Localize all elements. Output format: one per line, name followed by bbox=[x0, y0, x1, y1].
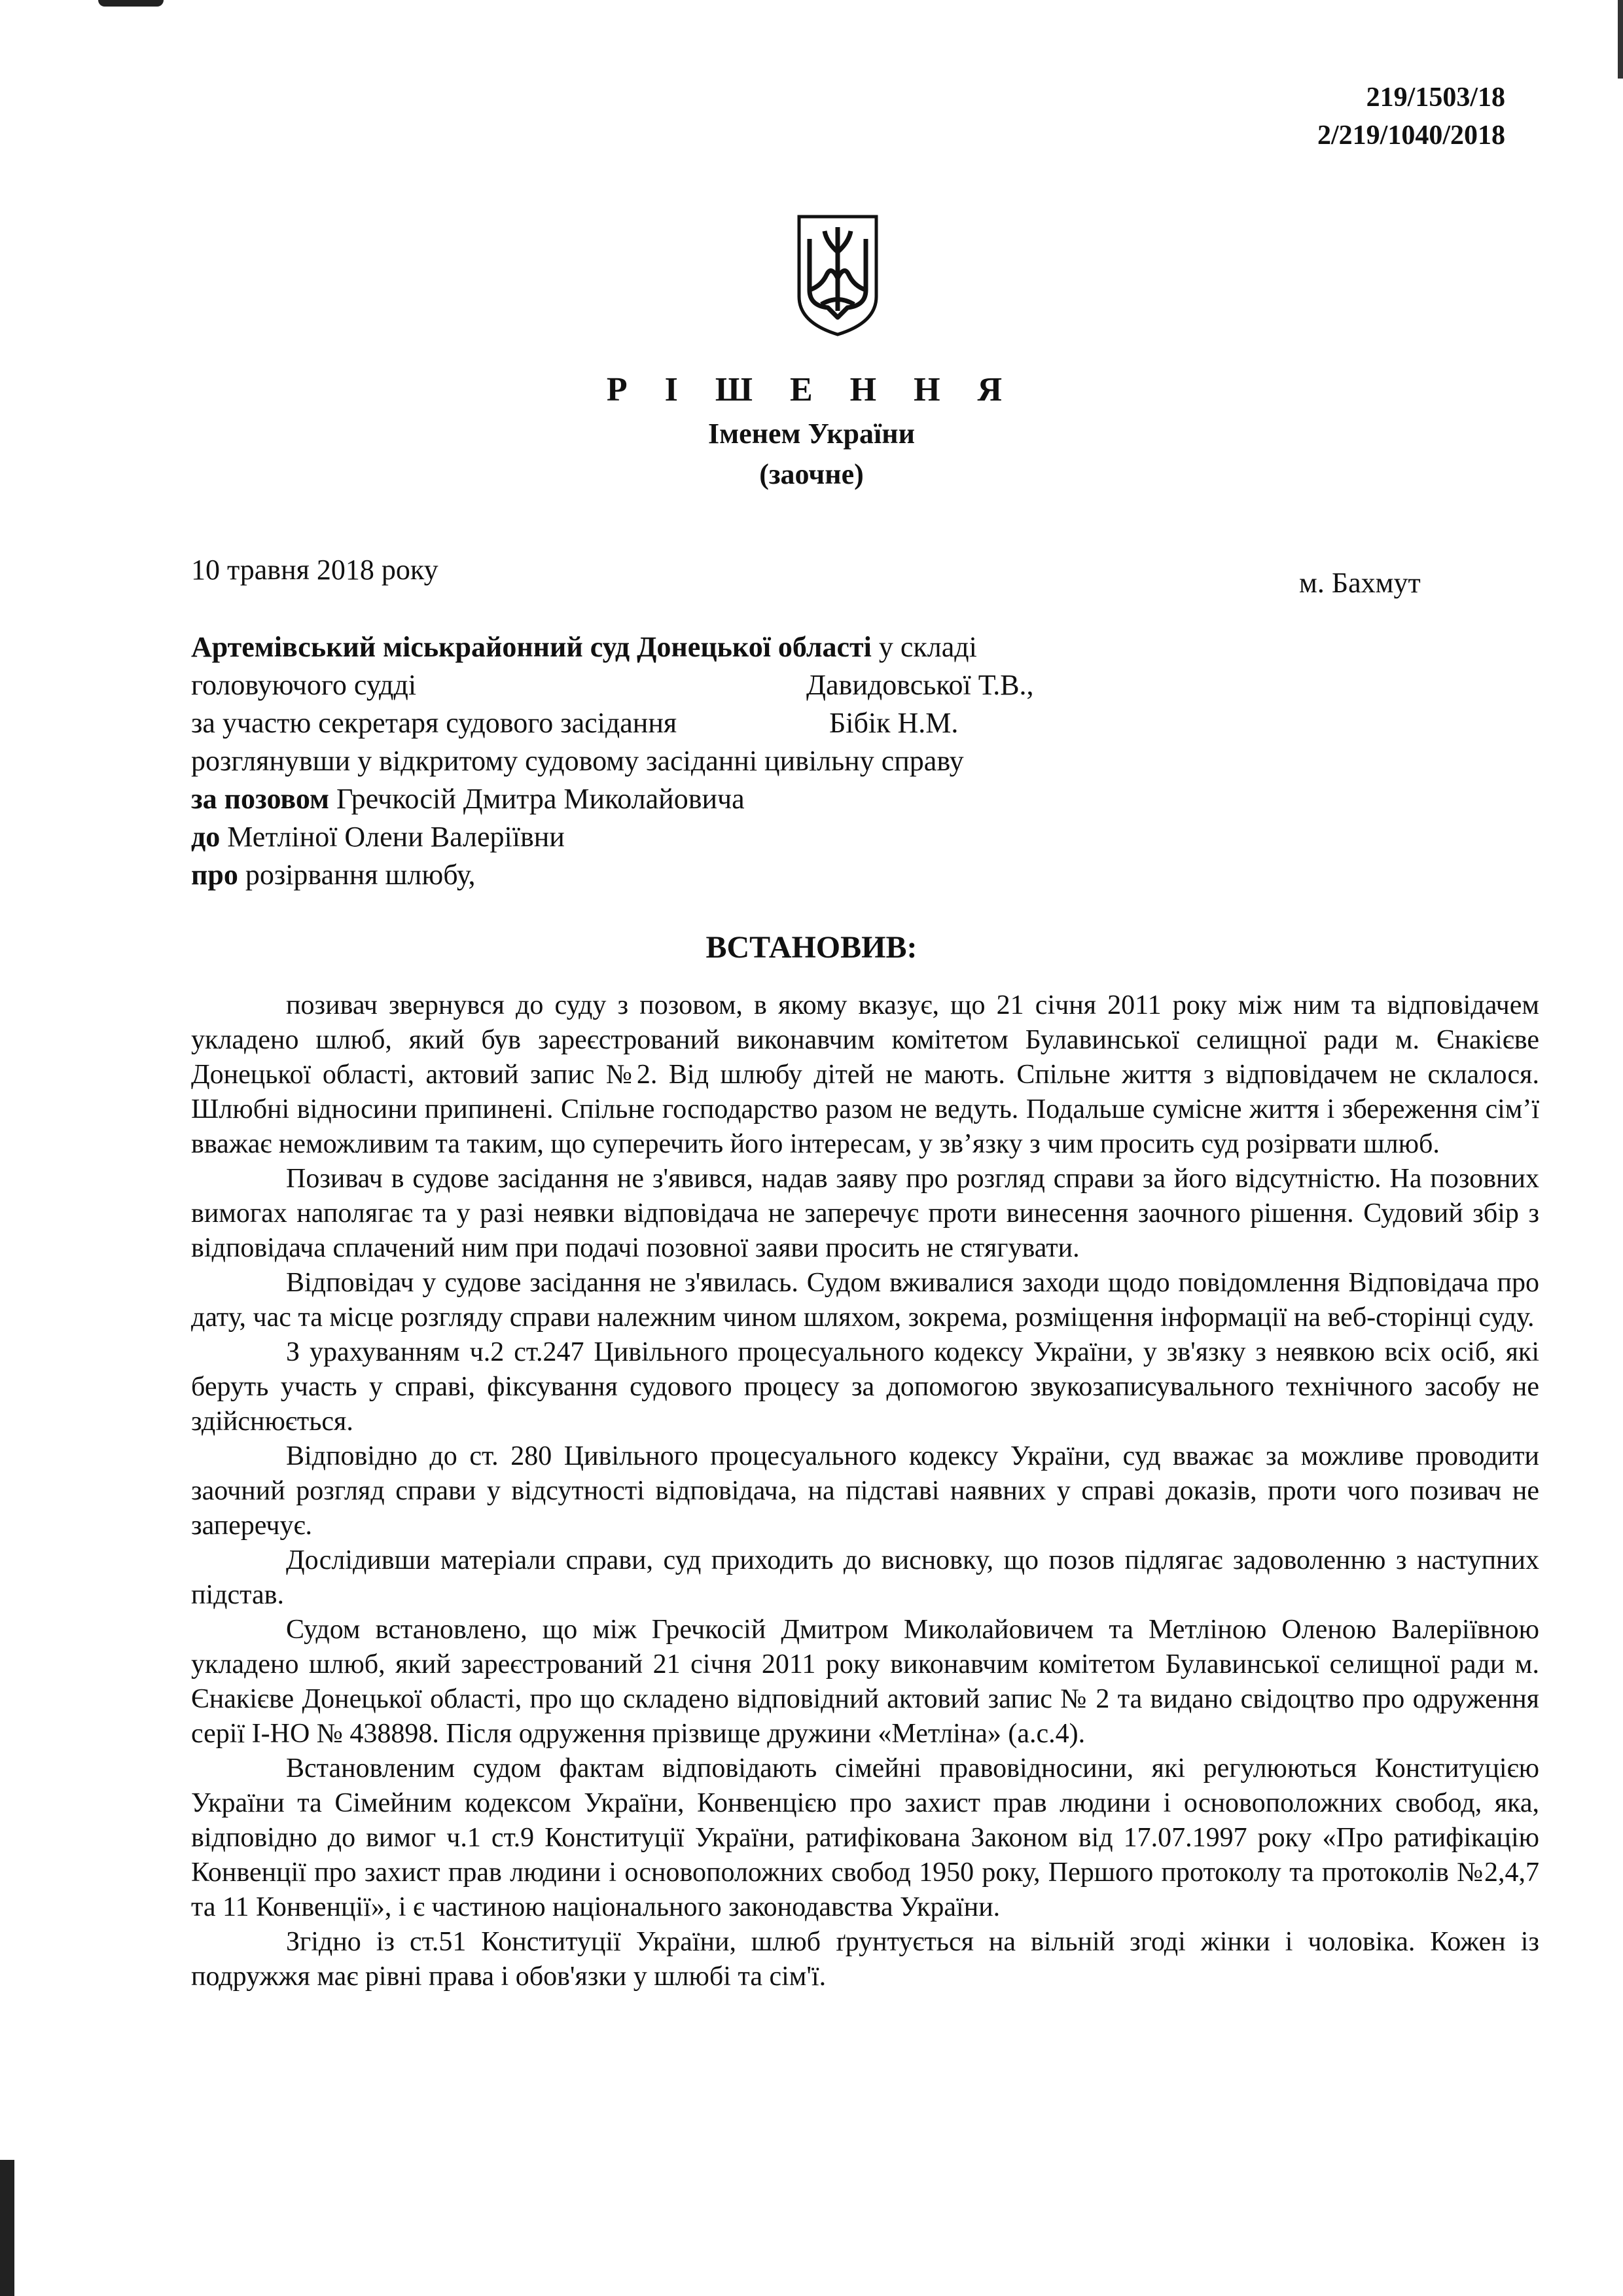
secretary-label: за участю секретаря судового засідання bbox=[191, 707, 677, 739]
body-paragraph: Судом встановлено, що між Гречкосій Дмитром Миколайовичем та Метліною Оленою Валеріївною укладено шлюб, який зареєстрований 21 січня 2011 року виконавчим комітетом Булавинської селищної ради м. Єнакієве Донецької області, про що складено відповідний актовий запис № 2 та видано свідоцтво про одруження серії І-НО № 438898. Після одруження прізвище дружини «Метліна» (а.с.4). bbox=[191, 1615, 1539, 1749]
court-row bbox=[191, 856, 1107, 894]
section-title: ВСТАНОВИВ: bbox=[705, 930, 918, 965]
court-row bbox=[191, 666, 1107, 704]
case-subject: розірвання шлюбу, bbox=[238, 859, 476, 891]
trident-emblem-icon bbox=[795, 213, 880, 337]
court-name: Артемівський міськрайонний суд Донецької області bbox=[191, 631, 872, 663]
court-row bbox=[191, 704, 1107, 742]
body-paragraph: позивач звернувся до суду з позовом, в якому вказує, що 21 січня 2011 року між ним та відповідачем укладено шлюб, який був зареєстрований виконавчим комітетом Булавинської селищної ради м. Єнакієве Донецької області, актовий запис №2. Від шлюбу дітей не мають. Спільне життя з відповідачем не склалося. Шлюбні відносини припинені. Спільне господарство разом не ведуть. Подальше сумісне життя і збереження сім’ї вважає неможливим та таким, що суперечить його інтересам, у зв’язку з чим просить суд розірвати шлюб. bbox=[191, 990, 1539, 1159]
body-paragraph: Згідно із ст.51 Конституції України, шлюб ґрунтується на вільній згоді жінки і чоловіка. Кожен із подружжя має рівні права і обов'язки у шлюбі та сім'ї. bbox=[191, 1927, 1539, 1992]
case-numbers bbox=[1317, 79, 1505, 154]
court-row bbox=[191, 818, 1107, 856]
defendant-name: Метліної Олени Валеріївни bbox=[220, 821, 565, 853]
court-composition bbox=[191, 628, 1107, 894]
court-row bbox=[191, 780, 1107, 818]
document-heading bbox=[0, 367, 1623, 495]
document-subtitle: Іменем України bbox=[708, 418, 915, 450]
subject-label: про bbox=[191, 859, 238, 891]
presiding-judge-label: головуючого судді bbox=[191, 669, 417, 701]
court-row bbox=[191, 628, 1107, 666]
decision-city: м. Бахмут bbox=[1299, 567, 1421, 599]
scan-edge-right bbox=[1618, 0, 1623, 79]
scan-edge-top bbox=[98, 0, 164, 7]
decision-date: 10 травня 2018 року bbox=[191, 554, 438, 586]
case-number: 2/219/1040/2018 bbox=[1317, 120, 1505, 151]
defendant-label: до bbox=[191, 821, 221, 853]
body-paragraph: З урахуванням ч.2 ст.247 Цивільного процесуального кодексу України, у зв'язку з неявкою всіх осіб, які беруть участь у справі, фіксування судового процесу за допомогою звукозаписувального технічного засобу не здійснюється. bbox=[191, 1337, 1539, 1437]
court-composition-label: у складі bbox=[871, 631, 977, 663]
case-considered-text: розглянувши у відкритому судовому засіданні цивільну справу bbox=[191, 745, 964, 777]
decision-body bbox=[191, 988, 1539, 1994]
presiding-judge-name: Давидовської Т.В., bbox=[806, 669, 1034, 701]
claim-label: за позовом bbox=[191, 783, 329, 815]
plaintiff-name: Гречкосій Дмитра Миколайовича bbox=[329, 783, 745, 815]
case-number: 219/1503/18 bbox=[1366, 82, 1505, 113]
secretary-name: Бібік Н.М. bbox=[829, 707, 959, 739]
body-paragraph: Відповідно до ст. 280 Цивільного процесуального кодексу України, суд вважає за можливе проводити заочний розгляд справи у відсутності відповідача, на підставі наявних у справі доказів, проти чого позивач не заперечує. bbox=[191, 1441, 1539, 1541]
document-title: Р І Ш Е Н Н Я bbox=[606, 371, 1017, 408]
body-paragraph: Дослідивши матеріали справи, суд приходить до висновку, що позов підлягає задоволенню з наступних підстав. bbox=[191, 1545, 1539, 1610]
body-paragraph: Позивач в судове засідання не з'явився, надав заяву про розгляд справи за його відсутністю. На позовних вимогах наполягає та у разі неявки відповідача не заперечує проти винесення заочного рішення. Судовий збір з відповідача сплачений ним при подачі позовної заяви просить не стягувати. bbox=[191, 1164, 1539, 1263]
scan-edge-left bbox=[0, 2160, 14, 2296]
document-type: (заочне) bbox=[759, 458, 864, 490]
body-paragraph: Відповідач у судове засідання не з'явилась. Судом вживалися заходи щодо повідомлення Відповідача про дату, час та місце розгляду справи належним чином шляхом, зокрема, розміщення інформації на веб-сторінці суду. bbox=[191, 1268, 1539, 1333]
body-paragraph: Встановленим судом фактам відповідають сімейні правовідносини, які регулюються Конституцією України та Сімейним кодексом України, Конвенцією про захист прав людини і основоположних свобод, яка, відповідно до вимог ч.1 ст.9 Конституції України, ратифікована Законом від 17.07.1997 року «Про ратифікацію Конвенції про захист прав людини і основоположних свобод 1950 року, Першого протоколу та протоколів №2,4,7 та 11 Конвенції», і є частиною національного законодавства України. bbox=[191, 1753, 1539, 1922]
court-row bbox=[191, 742, 1107, 780]
